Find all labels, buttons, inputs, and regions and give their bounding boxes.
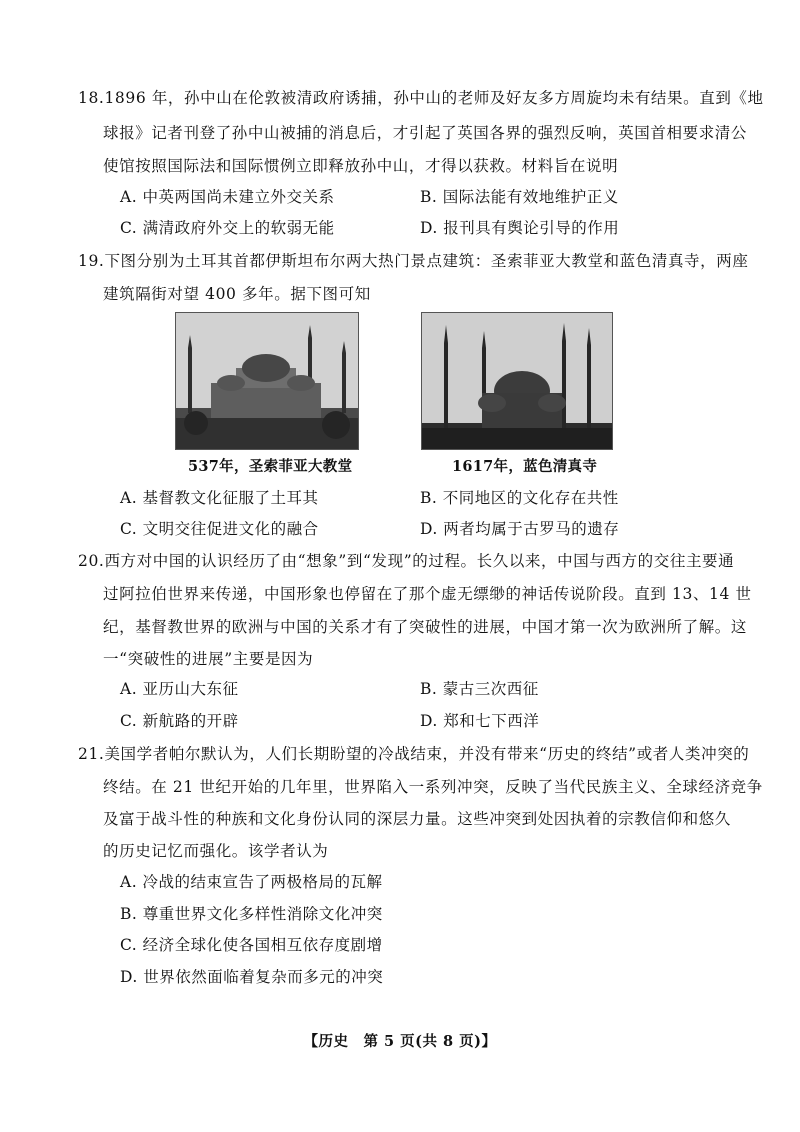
q18-option-d: D. 报刊具有舆论引导的作用: [420, 219, 620, 237]
q21-line-4: 的历史记忆而强化。该学者认为: [103, 842, 329, 860]
q19-line-2: 建筑隔街对望 400 多年。据下图可知: [103, 285, 371, 303]
q19-option-a: A. 基督教文化征服了土耳其: [120, 489, 319, 507]
q19-option-d: D. 两者均属于古罗马的遗存: [420, 520, 620, 538]
q18-line-2: 球报》记者刊登了孙中山被捕的消息后，才引起了英国各界的强烈反响，英国首相要求清公: [103, 124, 748, 142]
q21-line-2: 终结。在 21 世纪开始的几年里，世界陷入一系列冲突，反映了当代民族主义、全球经济竞争: [103, 778, 763, 796]
q21-line-3: 及富于战斗性的种族和文化身份认同的深层力量。这些冲突到处因执着的宗教信仰和悠久: [103, 810, 731, 828]
q18-line-1: 18.1896 年，孙中山在伦敦被清政府诱捕，孙中山的老师及好友多方周旋均未有结果。直到《地: [78, 89, 764, 107]
q20-line-4: 一“突破性的进展”主要是因为: [103, 650, 314, 668]
q21-line-1: 21.美国学者帕尔默认为，人们长期盼望的冷战结束，并没有带来“历史的终结”或者人类冲突的: [78, 745, 750, 763]
q19-line-1: 19.下图分别为土耳其首都伊斯坦布尔两大热门景点建筑：圣索菲亚大教堂和蓝色清真寺，两座: [78, 252, 749, 270]
hagia-sophia-photo: [175, 312, 359, 450]
q20-line-2: 过阿拉伯世界来传递，中国形象也停留在了那个虚无缥缈的神话传说阶段。直到 13、14 世: [103, 585, 752, 603]
q21-option-a: A. 冷战的结束宣告了两极格局的瓦解: [120, 873, 383, 891]
q18-option-b: B. 国际法能有效地维护正义: [420, 188, 619, 206]
q18-option-c: C. 满清政府外交上的软弱无能: [120, 219, 335, 237]
q21-option-c: C. 经济全球化使各国相互依存度剧增: [120, 936, 383, 954]
q19-option-b: B. 不同地区的文化存在共性: [420, 489, 619, 507]
page-footer: 【历史 第 5 页(共 8 页)】: [303, 1033, 497, 1050]
q20-option-c: C. 新航路的开辟: [120, 712, 239, 730]
q20-option-d: D. 郑和七下西洋: [420, 712, 540, 730]
q18-line-3: 使馆按照国际法和国际惯例立即释放孙中山，才得以获救。材料旨在说明: [103, 157, 619, 175]
q21-option-b: B. 尊重世界文化多样性消除文化冲突: [120, 905, 383, 923]
q20-line-3: 纪，基督教世界的欧洲与中国的关系才有了突破性的进展，中国才第一次为欧洲所了解。这: [103, 618, 748, 636]
blue-mosque-photo: [421, 312, 613, 450]
q19-option-c: C. 文明交往促进文化的融合: [120, 520, 319, 538]
q18-option-a: A. 中英两国尚未建立外交关系: [120, 188, 335, 206]
q20-option-b: B. 蒙古三次西征: [420, 680, 539, 698]
blue-mosque-caption: 1617年，蓝色清真寺: [452, 458, 598, 475]
q20-option-a: A. 亚历山大东征: [120, 680, 239, 698]
q21-option-d: D. 世界依然面临着复杂而多元的冲突: [120, 968, 384, 986]
hagia-sophia-caption: 537年，圣索菲亚大教堂: [188, 458, 353, 475]
q20-line-1: 20.西方对中国的认识经历了由“想象”到“发现”的过程。长久以来，中国与西方的交往主要通: [78, 552, 735, 570]
